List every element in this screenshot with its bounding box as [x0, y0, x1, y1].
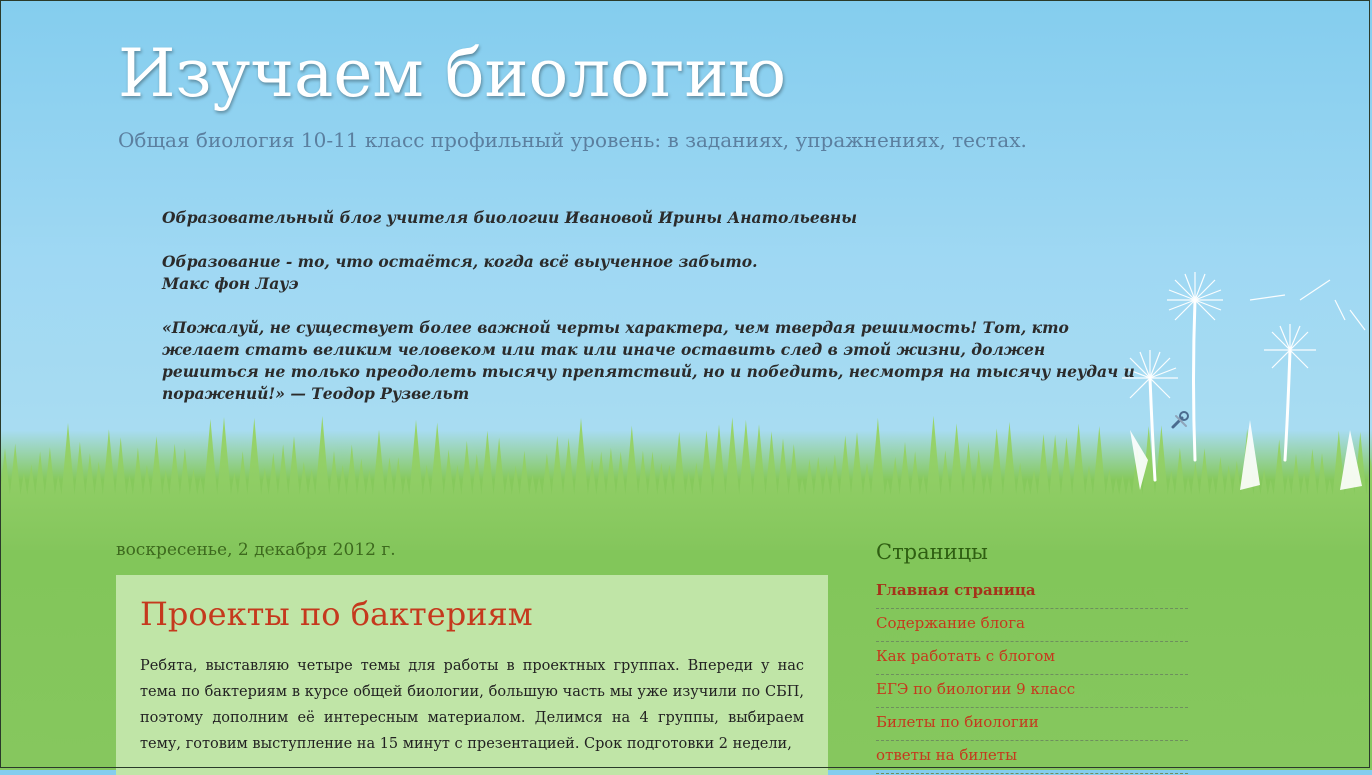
page-link-oge-9[interactable]: ЕГЭ по биологии 9 класс: [876, 675, 1188, 708]
post-title[interactable]: Проекты по бактериям: [140, 595, 533, 633]
quote-author: Макс фон Лауэ: [162, 274, 299, 293]
intro-quote-1: [162, 251, 1142, 295]
sidebar-pages: [876, 540, 1188, 774]
blog-header: [118, 36, 1218, 152]
page-link-how-to[interactable]: Как работать с блогом: [876, 642, 1188, 675]
header-intro: [162, 207, 1142, 427]
wrench-screwdriver-icon[interactable]: [1170, 410, 1190, 430]
page-link-contents[interactable]: Содержание блога: [876, 609, 1188, 642]
post-date: воскресенье, 2 декабря 2012 г.: [116, 540, 396, 560]
page-link-answers[interactable]: ответы на билеты: [876, 741, 1188, 774]
sidebar-title: Страницы: [876, 540, 988, 564]
page-link-tickets[interactable]: Билеты по биологии: [876, 708, 1188, 741]
intro-line: Образовательный блог учителя биологии Ивановой Ирины Анатольевны: [162, 208, 857, 227]
quote-text: Образование - то, что остаётся, когда всё выученное забыто.: [162, 252, 758, 271]
blog-description: Общая биология 10-11 класс профильный уровень: в заданиях, упражнениях, тестах.: [118, 128, 1027, 152]
blog-title[interactable]: Изучаем биологию: [118, 35, 786, 112]
page-link-home[interactable]: Главная страница: [876, 576, 1188, 609]
post-body: Ребята, выставляю четыре темы для работы в проектных группах. Впереди у нас тема по бактериям в курсе общей биологии, большую часть мы уже изучили по СБП, поэтому дополним её интересным материалом. Делимся на 4 группы, выбираем тему, готовим выступление на 15 минут с презентацией. Срок подготовки 2 недели,: [140, 658, 804, 752]
post-card: [116, 575, 828, 775]
intro-quote-2: «Пожалуй, не существует более важной черты характера, чем твердая решимость! Тот, кто желает стать великим человеком или так или иначе оставить след в этой жизни, должен решиться не только преодолеть тысячу препятствий, но и победить, несмотря на тысячу неудач и поражений!» — Теодор Рузвельт: [162, 318, 1135, 403]
pages-list: [876, 576, 1188, 774]
